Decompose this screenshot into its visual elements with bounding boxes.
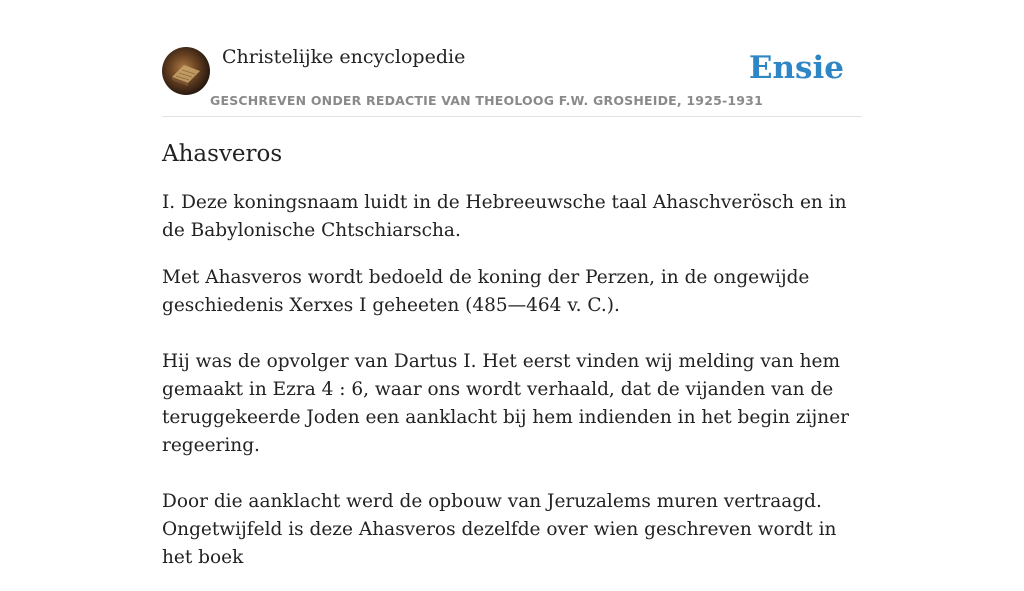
book-photo-icon[interactable] [162,47,210,95]
article-paragraph: I. Deze koningsnaam luidt in de Hebreeuwsche taal Ahaschverösch en in de Babylonische Chtschiarscha. [162,192,847,241]
site-subtitle: GESCHREVEN ONDER REDACTIE VAN THEOLOOG F.W. GROSHEIDE, 1925-1931 [210,93,763,108]
article [162,138,862,591]
article-paragraph: Door die aanklacht werd de opbouw van Jeruzalems muren vertraagd. Ongetwijfeld is deze Ahasveros dezelfde over wien geschreven wordt in het boek [162,491,837,568]
article-title: Ahasveros [162,141,283,167]
site-title[interactable]: Christelijke encyclopedie [222,46,466,68]
brand-logo[interactable]: Ensie [748,50,844,86]
article-paragraph: Met Ahasveros wordt bedoeld de koning der Perzen, in de ongewijde geschiedenis Xerxes I geheeten (485—464 v. C.). [162,267,810,316]
site-header [162,46,862,117]
article-paragraph: Hij was de opvolger van Dartus I. Het eerst vinden wij melding van hem gemaakt in Ezra 4 : 6, waar ons wordt verhaald, dat de vijanden van de teruggekeerde Joden een aanklacht bij hem indienden in het begin zijner regeering. [162,351,849,456]
